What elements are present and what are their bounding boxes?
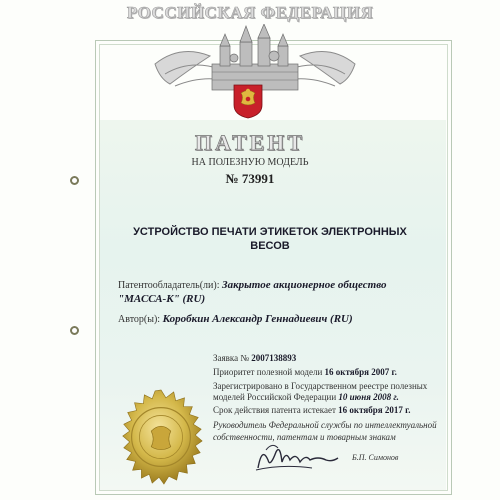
registered-row-2 <box>213 391 399 403</box>
holder-row <box>118 279 386 291</box>
authority-line: собственности, патентам и товарным знакам <box>213 432 396 442</box>
validity-date: 16 октября 2017 г. <box>338 405 411 415</box>
invention-title-line: УСТРОЙСТВО ПЕЧАТИ ЭТИКЕТОК ЭЛЕКТРОННЫХ <box>133 226 407 238</box>
author-label: Автор(ы): <box>118 314 161 325</box>
signer-name: Б.П. Симонов <box>352 453 399 462</box>
author-row <box>118 313 353 325</box>
validity-row <box>213 404 410 416</box>
authority-line: Руководитель Федеральной службы по интеллектуальной <box>213 420 437 430</box>
registered-label: Зарегистрировано в Государственном реестре полезных <box>213 381 428 391</box>
priority-row <box>213 366 397 378</box>
validity-label: Срок действия патента истекает <box>213 405 336 415</box>
invention-title-line: ВЕСОВ <box>250 240 290 252</box>
binder-hole-icon <box>70 326 79 335</box>
application-row <box>213 352 296 364</box>
holder-row-2 <box>118 293 205 305</box>
application-label: Заявка № <box>213 353 249 363</box>
coat-of-arms-icon <box>232 83 264 119</box>
application-number: 2007138893 <box>251 353 297 363</box>
country-heading: РОССИЙСКАЯ ФЕДЕРАЦИЯ <box>126 3 374 22</box>
patent-title: ПАТЕНТ <box>194 130 306 155</box>
registered-label: моделей Российской Федерации <box>213 392 337 402</box>
gold-seal-icon <box>112 388 210 486</box>
holder-value: Закрытое акционерное общество <box>221 279 387 291</box>
priority-label: Приоритет полезной модели <box>213 367 323 377</box>
patent-subtitle: НА ПОЛЕЗНУЮ МОДЕЛЬ <box>191 157 309 168</box>
holder-label: Патентообладатель(ли): <box>118 280 220 291</box>
priority-date: 16 октября 2007 г. <box>324 367 397 377</box>
signature-icon <box>252 438 342 478</box>
patent-number: № 73991 <box>225 171 275 186</box>
invention-title <box>110 225 430 253</box>
holder-value: "МАССА-К" (RU) <box>118 293 206 305</box>
registered-date: 10 июня 2008 г. <box>338 392 399 402</box>
author-value: Коробкин Александр Геннадиевич (RU) <box>162 313 353 325</box>
